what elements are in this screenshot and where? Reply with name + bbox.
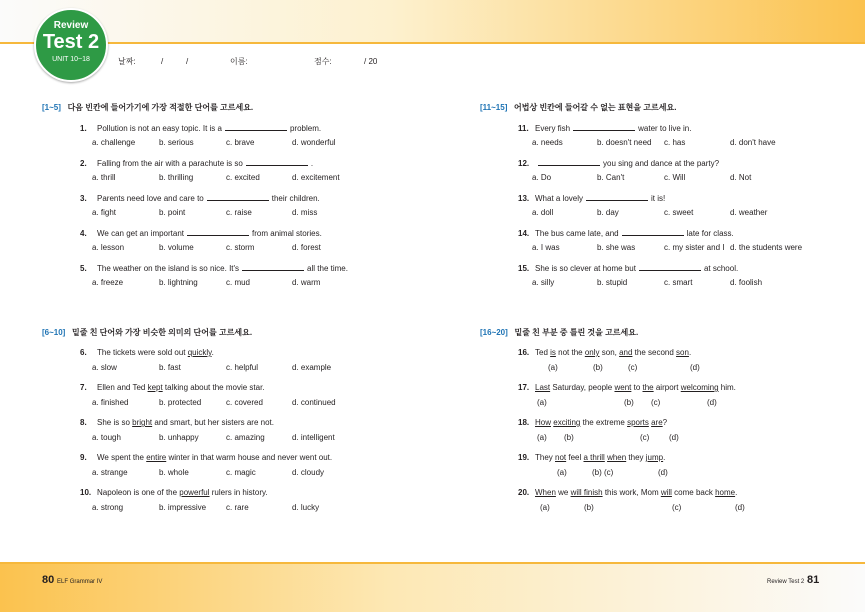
question-number: 12. <box>518 159 530 168</box>
section-11-15 <box>480 103 676 113</box>
question-number: 20. <box>518 488 530 497</box>
question-6 <box>80 348 214 358</box>
question-number: 6. <box>80 348 87 357</box>
sentence-text: . <box>735 488 738 497</box>
answer-option[interactable]: c. magic <box>226 468 256 477</box>
question-number: 7. <box>80 383 87 392</box>
underlined-word: bright <box>132 418 153 427</box>
underlined-word: quickly <box>187 348 212 357</box>
answer-option[interactable]: b. fast <box>159 363 181 372</box>
answer-blank <box>573 123 635 131</box>
sentence-text: the extreme <box>580 418 628 427</box>
answer-option[interactable]: c. has <box>664 138 686 147</box>
answer-option[interactable]: a. challenge <box>92 138 136 147</box>
question-14 <box>518 228 734 239</box>
answer-option[interactable]: b. serious <box>159 138 194 147</box>
sentence-text: Ted <box>535 348 551 357</box>
part-label[interactable]: (a) <box>537 398 547 407</box>
answer-option[interactable]: d. Not <box>730 173 752 182</box>
underlined-part: jump <box>645 453 664 462</box>
sentence-text: Napoleon is one of the <box>97 488 180 497</box>
underlined-part: home <box>715 488 736 497</box>
answer-option[interactable]: a. thrill <box>92 173 116 182</box>
section-6-10 <box>42 328 252 338</box>
underlined-part: How <box>535 418 552 427</box>
sentence-text: Parents need love and care to <box>97 194 204 203</box>
sentence-text: The weather on the island is so nice. It's <box>97 264 240 273</box>
sentence-text: airport <box>653 383 681 392</box>
answer-option[interactable]: c. my sister and I <box>664 243 725 252</box>
part-label[interactable]: (c) <box>640 433 650 442</box>
question-number: 2. <box>80 159 87 168</box>
question-number: 15. <box>518 264 530 273</box>
answer-option[interactable]: d. don't have <box>730 138 776 147</box>
sentence-text: it is! <box>651 194 666 203</box>
part-label[interactable]: (d) <box>707 398 717 407</box>
sentence-text: and smart, but her sisters are not. <box>152 418 274 427</box>
answer-blank <box>622 228 684 236</box>
date-slash-2: / <box>186 57 189 66</box>
sentence-text: him. <box>718 383 736 392</box>
sentence-text: . <box>663 453 666 462</box>
underlined-part: will <box>660 488 672 497</box>
answer-option[interactable]: d. forest <box>292 243 321 252</box>
badge-unit-range: UNIT 10~18 <box>52 56 90 63</box>
section-instruction: 다음 빈칸에 들어가기에 가장 적절한 단어를 고르세요. <box>67 103 254 112</box>
section-instruction: 밑줄 친 단어와 가장 비슷한 의미의 단어를 고르세요. <box>72 328 253 337</box>
question-number: 5. <box>80 264 87 273</box>
sentence-text: the second <box>632 348 677 357</box>
answer-option[interactable]: b. day <box>597 208 619 217</box>
right-page-footer <box>767 574 819 588</box>
underlined-part: only <box>584 348 600 357</box>
question-number: 14. <box>518 229 530 238</box>
answer-option[interactable]: b. doesn't need <box>597 138 652 147</box>
underlined-part: will finish <box>570 488 603 497</box>
answer-option[interactable]: d. wonderful <box>292 138 336 147</box>
sentence-text: They <box>535 453 556 462</box>
header-rule <box>0 42 865 44</box>
answer-option[interactable]: b. impressive <box>159 503 207 512</box>
answer-option[interactable]: c. mud <box>226 278 251 287</box>
underlined-word: entire <box>146 453 167 462</box>
sentence-text: late for class. <box>686 229 734 238</box>
answer-option[interactable]: a. silly <box>532 278 555 287</box>
underlined-part: is <box>550 348 556 357</box>
underlined-part: When <box>535 488 556 497</box>
score-label: 점수: <box>314 57 332 66</box>
sentence-text: She is so <box>97 418 133 427</box>
right-page-number: 81 <box>807 574 820 586</box>
question-18 <box>518 418 667 428</box>
part-label[interactable]: (a) <box>548 363 558 372</box>
answer-option[interactable]: d. cloudy <box>292 468 325 477</box>
part-label[interactable]: (c) <box>672 503 682 512</box>
question-4 <box>80 228 322 239</box>
question-20 <box>518 488 737 498</box>
answer-option[interactable]: a. doll <box>532 208 554 217</box>
part-label[interactable]: (a) <box>557 468 567 477</box>
underlined-part: a thrill <box>583 453 605 462</box>
answer-option[interactable]: b. volume <box>159 243 194 252</box>
part-label[interactable]: (d) <box>669 433 679 442</box>
answer-option[interactable]: a. Do <box>532 173 552 182</box>
question-7 <box>80 383 265 393</box>
underlined-part: not <box>555 453 567 462</box>
sentence-text: feel <box>566 453 584 462</box>
underlined-part: welcoming <box>680 383 719 392</box>
sentence-text: you sing and dance at the party? <box>603 159 720 168</box>
right-test-title: Review Test 2 <box>767 579 805 585</box>
footer-band <box>0 562 865 612</box>
answer-option[interactable]: b. thrilling <box>159 173 194 182</box>
sentence-text: The tickets were sold out <box>97 348 188 357</box>
section-instruction: 밑줄 친 부분 중 틀린 것을 고르세요. <box>514 328 639 337</box>
question-17 <box>518 383 736 393</box>
question-12 <box>518 158 719 169</box>
answer-blank <box>639 263 701 271</box>
sentence-text: . <box>688 348 692 357</box>
badge-review-label: Review <box>53 20 89 31</box>
part-label[interactable]: (d) <box>735 503 745 512</box>
answer-option[interactable]: a. needs <box>532 138 563 147</box>
answer-option[interactable]: a. tough <box>92 433 121 442</box>
answer-option[interactable]: c. rare <box>226 503 249 512</box>
answer-option[interactable]: c. amazing <box>226 433 265 442</box>
part-label[interactable]: (c) <box>628 363 638 372</box>
underlined-part: went <box>614 383 632 392</box>
part-label[interactable]: (b) <box>584 503 594 512</box>
sentence-text: Every fish <box>535 124 571 133</box>
answer-option[interactable]: a. strong <box>92 503 124 512</box>
question-number: 9. <box>80 453 87 462</box>
answer-option[interactable]: b. protected <box>159 398 202 407</box>
section-16-20 <box>480 328 638 338</box>
answer-option[interactable]: c. raise <box>226 208 252 217</box>
answer-option[interactable]: d. warm <box>292 278 321 287</box>
sentence-text: rulers in history. <box>209 488 268 497</box>
answer-blank <box>242 263 304 271</box>
sentence-text: We spent the <box>97 453 147 462</box>
question-8 <box>80 418 274 428</box>
question-number: 18. <box>518 418 530 427</box>
answer-option[interactable]: b. Can't <box>597 173 625 182</box>
sentence-text: . <box>310 159 314 168</box>
sentence-text: The bus came late, and <box>535 229 619 238</box>
answer-blank <box>246 158 308 166</box>
part-label[interactable]: (b) <box>592 468 602 477</box>
header-band <box>0 0 865 42</box>
sentence-text: they <box>626 453 646 462</box>
question-number: 17. <box>518 383 530 392</box>
question-3 <box>80 193 320 204</box>
question-1 <box>80 123 321 134</box>
sentence-text: What a lovely <box>535 194 584 203</box>
underlined-part: when <box>607 453 627 462</box>
date-label: 날짜: <box>118 57 136 66</box>
answer-option[interactable]: d. the students were <box>730 243 803 252</box>
question-11 <box>518 123 691 134</box>
part-label[interactable]: (b) <box>624 398 634 407</box>
underlined-part: Last <box>535 383 551 392</box>
answer-option[interactable]: d. intelligent <box>292 433 335 442</box>
section-number: [6~10] <box>42 328 66 337</box>
sentence-text: Pollution is not an easy topic. It is a <box>97 124 222 133</box>
part-label[interactable]: (c) <box>604 468 614 477</box>
sentence-text: winter in that warm house and never went out. <box>166 453 333 462</box>
question-number: 8. <box>80 418 87 427</box>
answer-option[interactable]: c. storm <box>226 243 255 252</box>
sentence-text: Falling from the air with a parachute is so <box>97 159 243 168</box>
answer-option[interactable]: d. excitement <box>292 173 340 182</box>
question-19 <box>518 453 665 463</box>
section-number: [1~5] <box>42 103 61 112</box>
answer-option[interactable]: d. miss <box>292 208 318 217</box>
sentence-text: water to live in. <box>638 124 692 133</box>
part-label[interactable]: (d) <box>690 363 700 372</box>
question-number: 11. <box>518 124 529 133</box>
underlined-part: are <box>651 418 663 427</box>
sentence-text: talking about the movie star. <box>162 383 265 392</box>
underlined-word: powerful <box>179 488 210 497</box>
sentence-text: all the time. <box>307 264 348 273</box>
answer-blank <box>538 158 600 166</box>
sentence-text: We can get an important <box>97 229 185 238</box>
part-label[interactable]: (d) <box>658 468 668 477</box>
sentence-text: not the <box>555 348 585 357</box>
sentence-text: from animal stories. <box>252 229 322 238</box>
answer-option[interactable]: c. sweet <box>664 208 694 217</box>
question-number: 3. <box>80 194 87 203</box>
sentence-text: problem. <box>289 124 322 133</box>
answer-option[interactable]: a. finished <box>92 398 129 407</box>
answer-blank <box>207 193 269 201</box>
answer-option[interactable]: c. excited <box>226 173 260 182</box>
answer-option[interactable]: d. continued <box>292 398 336 407</box>
question-13 <box>518 193 665 204</box>
answer-option[interactable]: d. foolish <box>730 278 763 287</box>
part-label[interactable]: (b) <box>564 433 574 442</box>
section-instruction: 어법상 빈칸에 들어갈 수 없는 표현을 고르세요. <box>514 103 677 112</box>
answer-option[interactable]: a. strange <box>92 468 128 477</box>
answer-blank <box>586 193 648 201</box>
left-book-title: ELF Grammar IV <box>57 579 103 585</box>
question-15 <box>518 263 738 274</box>
answer-option[interactable]: d. example <box>292 363 332 372</box>
name-label: 이름: <box>230 57 248 66</box>
left-page-number: 80 <box>42 574 55 586</box>
answer-option[interactable]: b. whole <box>159 468 189 477</box>
sentence-text: ? <box>662 418 668 427</box>
answer-option[interactable]: b. stupid <box>597 278 628 287</box>
sentence-text: at school. <box>703 264 739 273</box>
sentence-text: come back <box>671 488 716 497</box>
underlined-part: and <box>619 348 633 357</box>
answer-option[interactable]: d. lucky <box>292 503 320 512</box>
question-5 <box>80 263 348 274</box>
question-number: 19. <box>518 453 530 462</box>
answer-option[interactable]: a. fight <box>92 208 117 217</box>
question-number: 1. <box>80 124 87 133</box>
answer-blank <box>225 123 287 131</box>
part-label[interactable]: (a) <box>537 433 547 442</box>
underlined-word: kept <box>147 383 163 392</box>
section-1-5 <box>42 103 253 113</box>
sentence-text: Ellen and Ted <box>97 383 148 392</box>
question-number: 10. <box>80 488 92 497</box>
answer-option[interactable]: b. lightning <box>159 278 198 287</box>
sentence-text: their children. <box>271 194 320 203</box>
answer-option[interactable]: b. point <box>159 208 186 217</box>
part-label[interactable]: (b) <box>593 363 603 372</box>
sentence-text: Saturday, people <box>550 383 615 392</box>
answer-option[interactable]: a. freeze <box>92 278 124 287</box>
answer-option[interactable]: a. lesson <box>92 243 125 252</box>
answer-option[interactable]: b. unhappy <box>159 433 199 442</box>
underlined-part: exciting <box>553 418 581 427</box>
question-2 <box>80 158 313 169</box>
answer-option[interactable]: a. slow <box>92 363 117 372</box>
part-label[interactable]: (c) <box>651 398 661 407</box>
sentence-text: this work, Mom <box>602 488 661 497</box>
section-number: [16~20] <box>480 328 508 337</box>
question-9 <box>80 453 332 463</box>
review-test-badge <box>34 8 108 82</box>
question-number: 16. <box>518 348 530 357</box>
sentence-text: we <box>555 488 571 497</box>
question-number: 13. <box>518 194 530 203</box>
score-total: / 20 <box>364 57 378 66</box>
answer-option[interactable]: d. weather <box>730 208 768 217</box>
answer-option[interactable]: a. I was <box>532 243 560 252</box>
question-10 <box>80 488 268 498</box>
underlined-part: the <box>642 383 654 392</box>
answer-option[interactable]: b. she was <box>597 243 636 252</box>
answer-option[interactable]: c. brave <box>226 138 255 147</box>
answer-option[interactable]: c. covered <box>226 398 263 407</box>
part-label[interactable]: (a) <box>540 503 550 512</box>
answer-option[interactable]: c. helpful <box>226 363 259 372</box>
left-page-footer <box>42 574 102 588</box>
badge-test-title: Test 2 <box>42 31 100 53</box>
underlined-part: son <box>676 348 689 357</box>
answer-option[interactable]: c. smart <box>664 278 693 287</box>
footer-rule <box>0 562 865 564</box>
sentence-text: She is so clever at home but <box>535 264 636 273</box>
underlined-part: sports <box>627 418 649 427</box>
answer-option[interactable]: c. Will <box>664 173 686 182</box>
date-slash-1: / <box>161 57 164 66</box>
sentence-text: to <box>631 383 643 392</box>
section-number: [11~15] <box>480 103 508 112</box>
sentence-text: son, <box>599 348 620 357</box>
sentence-text: . <box>211 348 214 357</box>
question-number: 4. <box>80 229 87 238</box>
question-16 <box>518 348 691 358</box>
answer-blank <box>187 228 249 236</box>
